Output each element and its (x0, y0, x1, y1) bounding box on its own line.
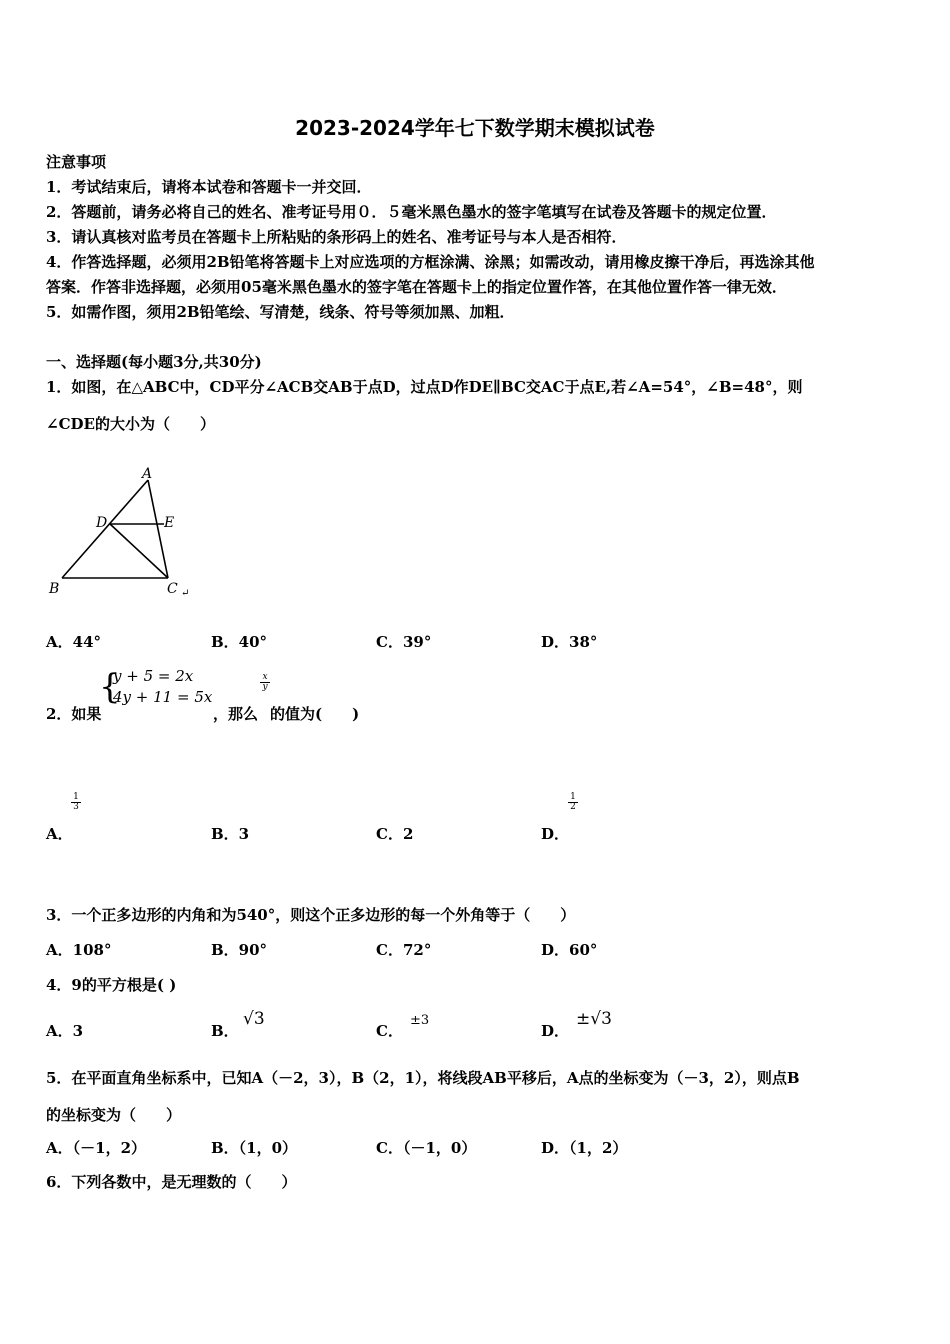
equation-2: 4y + 11 = 5x (113, 688, 213, 706)
fraction-denominator: y (262, 682, 268, 692)
option-d: D． (541, 825, 570, 843)
option-b: B． (211, 1022, 239, 1040)
option-d: D．60° (541, 941, 598, 959)
option-d: D．38° (541, 633, 598, 651)
option-d-value: ±√3 (576, 1009, 612, 1029)
option-a: A．44° (46, 633, 102, 651)
notice-item: 3．请认真核对监考员在答题卡上所粘贴的条形码上的姓名、准考证号与本人是否相符． (46, 228, 627, 246)
option-a: A．3 (46, 1022, 84, 1040)
option-c: C． (376, 1022, 403, 1040)
notice-item: 5．如需作图，须用2B铅笔绘、写清楚，线条、符号等须加黑、加粗． (46, 303, 515, 321)
page-title: 2023-2024学年七下数学期末模拟试卷 (295, 116, 655, 140)
label-b: B (49, 581, 60, 597)
notice-item: 2．答题前，请务必将自己的姓名、准考证号用０．５毫米黑色墨水的签字笔填写在试卷及答题卡的规定位置． (46, 203, 777, 221)
question-5-text: 5．在平面直角坐标系中，已知A（－2，3），B（2，1），将线段AB平移后，A点的坐标变为（－3，2），则点B (46, 1069, 800, 1087)
option-a-fraction (71, 793, 81, 812)
option-b: B．3 (211, 825, 250, 843)
notice-heading: 注意事项 (46, 153, 107, 171)
fraction-x-over-y (260, 673, 270, 692)
paragraph-mark: ↵ (181, 588, 190, 599)
triangle-figure (44, 462, 214, 602)
fraction-numerator: 1 (71, 793, 81, 803)
fraction-denominator: 3 (73, 802, 79, 812)
option-a: A．108° (46, 941, 112, 959)
option-d-fraction (568, 793, 578, 812)
question-1-text-cont: ∠CDE的大小为（ ） (46, 415, 215, 433)
question-4-text: 4．9的平方根是( ) (46, 976, 177, 994)
fraction-denominator: 2 (570, 802, 576, 812)
option-c: C．2 (376, 825, 414, 843)
option-a: A． (46, 825, 73, 843)
label-e: E (164, 515, 175, 531)
fraction-numerator: x (260, 673, 270, 683)
equation-brace: { (99, 667, 121, 707)
option-c-value: ±3 (410, 1013, 430, 1028)
question-2-middle: ，那么 (213, 705, 259, 723)
option-c: C．（－1，0） (376, 1139, 477, 1157)
option-d: D．（1，2） (541, 1139, 628, 1157)
option-a: A．（－1，2） (46, 1139, 147, 1157)
option-b: B．（1，0） (211, 1139, 298, 1157)
equation-1: y + 5 = 2x (113, 667, 194, 685)
question-5-text-cont: 的坐标变为（ ） (46, 1106, 182, 1124)
label-a: A (142, 466, 153, 482)
option-b-value: √3 (243, 1009, 265, 1029)
question-6-text: 6．下列各数中，是无理数的（ ） (46, 1173, 297, 1191)
question-3-text: 3．一个正多边形的内角和为540°，则这个正多边形的每一个外角等于（ ） (46, 906, 576, 924)
option-c: C．39° (376, 633, 432, 651)
option-c: C．72° (376, 941, 432, 959)
label-c: C (167, 581, 178, 597)
notice-item: 4．作答选择题，必须用2B铅笔将答题卡上对应选项的方框涂满、涂黑；如需改动，请用橡皮擦干净后，再选涂其他 (46, 253, 815, 271)
question-2-prefix: 2．如果 (46, 705, 102, 723)
question-2-suffix: 的值为( ) (270, 705, 360, 723)
option-b: B．90° (211, 941, 268, 959)
fraction-numerator: 1 (568, 793, 578, 803)
notice-item: 答案．作答非选择题，必须用05毫米黑色墨水的签字笔在答题卡上的指定位置作答，在其他位置作答一律无效． (46, 278, 787, 296)
option-b: B．40° (211, 633, 268, 651)
option-d: D． (541, 1022, 570, 1040)
notice-item: 1．考试结束后，请将本试卷和答题卡一并交回． (46, 178, 372, 196)
section-heading: 一、选择题(每小题3分,共30分) (46, 353, 262, 371)
question-1-text: 1．如图，在△ABC中，CD平分∠ACB交AB于点D，过点D作DE∥BC交AC于点E,若∠A=54°，∠B=48°，则 (46, 378, 803, 396)
label-d: D (96, 515, 108, 531)
